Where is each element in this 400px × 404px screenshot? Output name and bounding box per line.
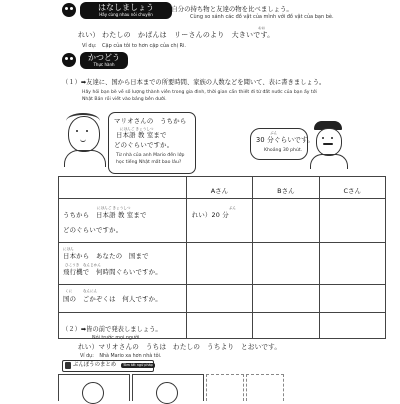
instruction-1-vi: Cùng so sánh các đồ vật của mình với đồ vật của bạn bè.	[190, 14, 334, 20]
section2-subtitle-text: Thực hành	[93, 62, 115, 67]
question-2-vi: Nói trước mọi người.	[92, 336, 141, 341]
row3-answer-c[interactable]	[319, 285, 385, 313]
example-vi: Ví dụ: Cặp của tôi to hơn cặp của chị Ri.	[82, 43, 187, 49]
bubble-q-vi1: Từ nhà của anh Mario đến lớp	[116, 153, 185, 158]
row2-answer-c[interactable]	[319, 243, 385, 285]
row3-question: くに なんにん 国の ごかぞくは 何人ですか。	[59, 285, 187, 313]
student-hair	[66, 113, 100, 129]
bubble-a-line1: 30 分ぐらいです。	[256, 136, 315, 144]
man-eyes	[322, 137, 324, 139]
survey-table	[58, 176, 386, 339]
table-header-empty	[59, 177, 187, 199]
student-eyes	[76, 130, 78, 132]
question-1-vi-line2: Nhật Bản rồi viết vào bảng bên dưới.	[82, 97, 167, 102]
row3-answer-a[interactable]	[186, 285, 252, 313]
table-header-c: Cさん	[319, 177, 385, 199]
grammar-tab[interactable]	[62, 360, 154, 372]
bottom-face-2	[156, 382, 178, 404]
speaking-icon	[62, 3, 76, 17]
instruction-1: ➡自分の持ち物と友達の物を比べましょう。	[166, 5, 293, 13]
table-row	[59, 243, 386, 285]
example-ruby: おお	[258, 26, 266, 30]
bottom-panel-3	[206, 374, 244, 401]
row1-question: にほんご きょうしつ うちから 日本語 教 室まで どのぐらいですか。	[59, 199, 187, 243]
section-title-text: はなしましょう	[98, 3, 154, 12]
row1-answer-a[interactable]: ぷん れい）20 分	[186, 199, 252, 243]
question-2: （２）➡皆の前で発表しましょう。	[62, 326, 162, 333]
row2-answer-b[interactable]	[253, 243, 319, 285]
section-title-speaking	[80, 2, 172, 19]
bottom-panels	[58, 374, 386, 400]
row2-answer-a[interactable]	[186, 243, 252, 285]
man-mustache	[323, 143, 333, 145]
question-1-vi-line1: Hãy hỏi bạn bè về số lượng thành viên trong gia đình, thời gian cần thiết đi từ đất nước của bạn ấy tới	[82, 90, 317, 95]
row1-answer-b[interactable]	[253, 199, 319, 243]
grammar-tab-label-vi: Tóm tắt ngữ pháp	[123, 363, 153, 367]
bubble-a-ruby: ぷん	[270, 131, 278, 135]
question-1: （１）➡友達に、国から日本までの所要時間、家族の人数などを聞いて、表に書きましょう。	[62, 79, 326, 86]
grammar-tab-icon	[65, 362, 71, 369]
example-line: れい） わたしの かばんは リーさんのより 大きいです。	[78, 31, 275, 39]
table-row	[59, 199, 386, 243]
section-subtitle-text: Hãy cùng nhau nói chuyện	[99, 12, 153, 17]
question-2-example: れい）マリオさんの うちは わたしの うちより とおいです。	[78, 343, 282, 351]
bottom-panel-4	[246, 374, 284, 401]
bubble-q-line3: どのぐらいですか。	[114, 141, 174, 149]
bottom-face-1	[82, 382, 104, 404]
bubble-a-vi: Khoảng 30 phút.	[264, 148, 303, 153]
table-header-a: Aさん	[186, 177, 252, 199]
row4-answer-c[interactable]	[319, 313, 385, 339]
question-2-example-vi: Ví dụ: Nhà Mario xa hơn nhà tôi.	[80, 354, 162, 359]
bubble-q-line1: マリオさんの うちから	[114, 117, 187, 125]
grammar-tab-label: ぶんぽうのまとめ	[73, 362, 117, 368]
table-header-b: Bさん	[253, 177, 319, 199]
man-illustration	[316, 128, 342, 156]
row3-answer-b[interactable]	[253, 285, 319, 313]
row4-answer-b[interactable]	[253, 313, 319, 339]
man-body	[310, 154, 348, 169]
bubble-q-ruby: にほんご きょうしつ	[120, 127, 154, 131]
section-title-activity	[80, 52, 128, 69]
section2-title-text: かつどう	[88, 53, 120, 62]
row4-answer-a[interactable]	[186, 313, 252, 339]
student-body	[64, 150, 106, 167]
table-row	[59, 285, 386, 313]
bubble-q-vi2: học tiếng Nhật mất bao lâu?	[116, 160, 182, 165]
bubble-q-line2: 日本語 教 室まで	[116, 131, 167, 139]
activity-icon	[62, 53, 76, 67]
row1-answer-c[interactable]	[319, 199, 385, 243]
row2-question: にほん 日本から あなたの 国まで ひこうき なんじかん 飛行機で 何時間ぐらいですか。	[59, 243, 187, 285]
